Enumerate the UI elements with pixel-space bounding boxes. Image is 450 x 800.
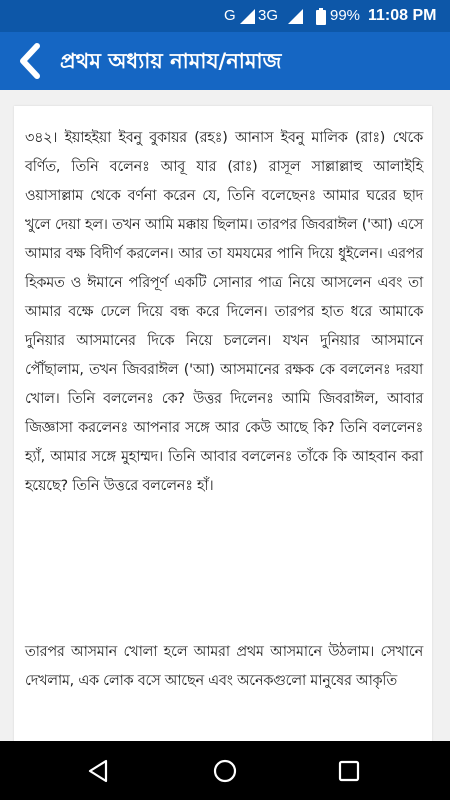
content-scroll-area[interactable]: [0, 90, 450, 741]
hadith-paragraph: ৩৪২। ইয়াহইয়া ইবনু বুকায়র (রহঃ) আনাস ইবনু মালিক (রাঃ) থেকে বর্ণিত, তিনি বলেনঃ আবূ যার (রাঃ) রাসূল সাল্লাল্লাহু আলাইহি ওয়াসাল্লাম থেকে বর্ণনা করেন যে, তিনি বলেছেনঃ আমার ঘরের ছাদ খুলে দেয়া হল। তখন আমি মক্কায় ছিলাম। তারপর জিবরাঈল ('আ) এসে আমার বক্ষ বিদীর্ণ করলেন। আর তা যমযমের পানি দিয়ে ধুইলেন। এরপর হিকমত ও ঈমানে পরিপূর্ণ একটি সোনার পাত্র নিয়ে আসলেন এবং তা আমার বক্ষে ঢেলে দিয়ে বন্ধ করে দিলেন। তারপর হাত ধরে আমাকে দুনিয়ার আসমানের দিকে নিয়ে চললেন। যখন দুনিয়ার আসমানে পৌঁছালাম, তখন জিবরাঈল ('আ) আসমানের রক্ষক কে বললেনঃ দরযা খোল। তিনি বললেনঃ কে? উত্তর দিলেনঃ আমি জিবরাঈল, আবার জিজ্ঞাসা করলেনঃ আপনার সঙ্গে আর কেউ আছে কি? তিনি বললেনঃ হ্যাঁ, আমার সঙ্গে মুহাম্মদ। তিনি আবার বললেনঃ তাঁকে কি আহবান করা হয়েছে? তিনি উত্তরে বললেনঃ হাঁ।: [25, 130, 423, 494]
hadith-card: [14, 106, 432, 741]
status-bar: [0, 0, 450, 32]
chevron-left-icon: [8, 38, 54, 84]
page-title: প্রথম অধ্যায় নামায/নামাজ: [60, 49, 282, 73]
battery-percent: 99%: [330, 7, 361, 24]
navigation-bar: [0, 741, 450, 800]
app-bar: [0, 32, 450, 90]
battery-icon: [316, 8, 326, 25]
nav-home-button[interactable]: [203, 753, 247, 789]
square-recents-icon: [327, 753, 371, 789]
hadith-paragraph: তারপর আসমান খোলা হলে আমরা প্রথম আসমানে উঠলাম। সেখানে দেখলাম, এক লোক বসে আছেন এবং অনেকগুলো মানুষের আকৃতি: [25, 644, 423, 689]
nav-back-button[interactable]: [76, 753, 120, 789]
network-g-indicator: G: [224, 7, 236, 24]
network-3g-indicator: 3G: [258, 7, 279, 24]
back-button[interactable]: [8, 38, 54, 84]
clock: 11:08 PM: [368, 7, 437, 24]
circle-home-icon: [203, 753, 247, 789]
nav-recents-button[interactable]: [327, 753, 371, 789]
signal-strength-icon: [288, 9, 303, 24]
triangle-back-icon: [76, 753, 120, 789]
signal-icon: [240, 9, 255, 24]
